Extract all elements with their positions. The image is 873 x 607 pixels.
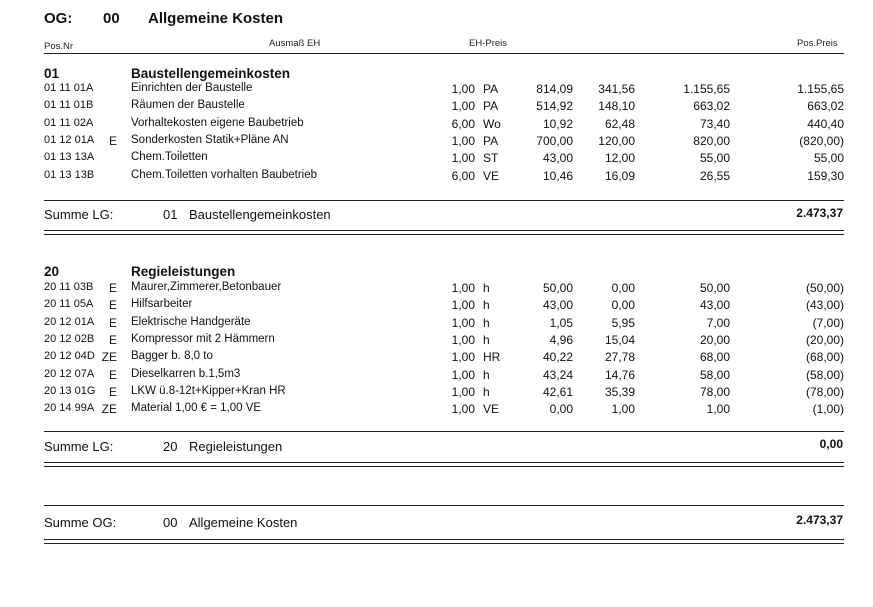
lg2-sum-label: Summe LG:	[44, 439, 114, 454]
pos-total-price: 1.155,65	[797, 82, 844, 96]
lg2-sum-double-line-1	[44, 462, 844, 463]
pos-number: 20 11 05A	[44, 298, 94, 311]
lg1-sum-number: 01	[163, 207, 178, 222]
pos-text: Dieselkarren b.1,5m3	[131, 367, 241, 380]
og-sum-top-line	[44, 505, 844, 506]
pos-text: Material 1,00 € = 1,00 VE	[131, 402, 262, 415]
pos-unit-price: 1.155,65	[683, 82, 730, 96]
pos-flag: E	[108, 315, 117, 330]
pos-menge: 1,00	[451, 99, 475, 114]
pos-price-sonst: 35,39	[604, 384, 635, 399]
pos-number: 20 12 01A	[44, 315, 95, 328]
pos-price-sonst: 15,04	[604, 332, 635, 347]
pos-unit: h	[483, 281, 490, 295]
pos-total-price: (7,00)	[812, 315, 844, 330]
pos-text: Chem.Toiletten vorhalten Baubetrieb	[131, 168, 318, 181]
og-sum-double-line-2	[44, 543, 844, 544]
pos-price-sonst: 0,00	[611, 298, 635, 313]
pos-flag: E	[108, 133, 117, 148]
pos-price-sonst: 120,00	[598, 133, 635, 148]
pos-price-sonst: 1,00	[611, 402, 635, 417]
pos-text: Sonderkosten Statik+Pläne AN	[131, 133, 289, 146]
pos-menge: 1,00	[451, 133, 475, 148]
table-row	[0, 316, 873, 333]
pos-unit-price: 20,00	[699, 332, 730, 347]
pos-price-lohn: 40,22	[542, 350, 573, 365]
lg1-number: 01	[44, 66, 60, 81]
og-sum-value: 2.473,37	[796, 513, 843, 527]
pos-unit-price: 663,02	[693, 99, 730, 114]
pos-total-price: (820,00)	[799, 133, 844, 148]
pos-menge: 1,00	[451, 315, 475, 330]
pos-price-lohn: 10,92	[542, 116, 573, 131]
pos-price-lohn: 1,05	[549, 315, 573, 330]
pos-price-lohn: 43,00	[542, 151, 573, 166]
pos-unit-price: 820,00	[693, 133, 730, 148]
pos-menge: 1,00	[451, 82, 475, 96]
pos-flag: E	[108, 367, 117, 382]
table-row	[0, 298, 873, 315]
og-sum-label: Summe OG:	[44, 515, 117, 530]
pos-menge: 1,00	[451, 384, 475, 399]
pos-unit-price: 73,40	[699, 116, 730, 131]
pos-price-sonst: 148,10	[598, 99, 635, 114]
lg1-sum-top-line	[44, 200, 844, 201]
pos-flag: ZE	[101, 350, 117, 365]
pos-number: 20 12 07A	[44, 367, 95, 380]
pos-unit-price: 55,00	[699, 151, 730, 166]
pos-unit: VE	[483, 168, 500, 183]
pos-price-lohn: 4,96	[549, 332, 573, 347]
table-row	[0, 350, 873, 367]
pos-unit-price: 7,00	[706, 315, 730, 330]
table-row	[0, 169, 873, 186]
og-title: Allgemeine Kosten	[148, 10, 284, 27]
pos-text: LKW ü.8-12t+Kipper+Kran HR	[131, 384, 286, 397]
pos-menge: 1,00	[451, 298, 475, 313]
lg1-sum-double-line-2	[44, 234, 844, 235]
table-row	[0, 333, 873, 350]
pos-total-price: (68,00)	[805, 350, 844, 365]
pos-unit: VE	[483, 402, 500, 417]
pos-unit: ST	[483, 151, 499, 166]
table-row	[0, 385, 873, 402]
pos-total-price: 440,40	[807, 116, 844, 131]
pos-menge: 1,00	[451, 332, 475, 347]
table-row	[0, 151, 873, 168]
pos-menge: 1,00	[451, 151, 475, 166]
pos-total-price: (20,00)	[805, 332, 844, 347]
pos-unit: h	[483, 315, 490, 330]
pos-text: Kompressor mit 2 Hämmern	[131, 332, 275, 345]
pos-number: 01 11 01B	[44, 99, 94, 112]
pos-price-lohn: 814,09	[536, 82, 573, 96]
pos-unit: h	[483, 298, 490, 313]
pos-unit-price: 78,00	[699, 384, 730, 399]
pos-unit: h	[483, 384, 490, 399]
lg2-number: 20	[44, 264, 60, 279]
pos-text: Hilfsarbeiter	[131, 298, 193, 311]
pos-unit-price: 50,00	[699, 281, 730, 295]
pos-number: 20 12 04D	[44, 350, 95, 363]
og-label: OG:	[44, 10, 73, 27]
og-sum-title: Allgemeine Kosten	[189, 515, 298, 530]
pos-unit: PA	[483, 133, 499, 148]
pos-text: Chem.Toiletten	[131, 151, 208, 164]
pos-total-price: 55,00	[813, 151, 844, 166]
lg1-sum-title: Baustellengemeinkosten	[189, 207, 331, 222]
pos-menge: 6,00	[451, 116, 475, 131]
pos-text: Vorhaltekosten eigene Baubetrieb	[131, 116, 304, 129]
pos-price-sonst: 14,76	[604, 367, 635, 382]
pos-unit-price: 1,00	[706, 402, 730, 417]
lg2-sum-value: 0,00	[819, 437, 843, 451]
pos-total-price: (43,00)	[805, 298, 844, 313]
pos-price-sonst: 341,56	[598, 82, 635, 96]
pos-text: Elektrische Handgeräte	[131, 315, 251, 328]
header-divider	[44, 53, 844, 54]
pos-price-lohn: 0,00	[549, 402, 573, 417]
pos-price-lohn: 42,61	[542, 384, 573, 399]
pos-number: 20 13 01G	[44, 384, 96, 397]
pos-price-sonst: 5,95	[611, 315, 635, 330]
pos-flag: E	[108, 332, 117, 347]
pos-number: 20 11 03B	[44, 281, 94, 293]
table-row	[0, 402, 873, 419]
pos-unit-price: 43,00	[699, 298, 730, 313]
pos-price-lohn: 43,00	[542, 298, 573, 313]
pos-price-sonst: 16,09	[604, 168, 635, 183]
lg2-sum-double-line-2	[44, 466, 844, 467]
pos-price-lohn: 10,46	[542, 168, 573, 183]
pos-unit-price: 58,00	[699, 367, 730, 382]
pos-unit: PA	[483, 82, 499, 96]
pos-number: 01 11 02A	[44, 116, 94, 129]
pos-unit: HR	[483, 350, 501, 365]
pos-menge: 1,00	[451, 281, 475, 295]
og-sum-double-line-1	[44, 539, 844, 540]
lg2-sum-top-line	[44, 431, 844, 432]
col-eh-preis: EH-Preis	[469, 38, 508, 49]
table-row	[0, 99, 873, 116]
pos-number: 20 14 99A	[44, 402, 95, 415]
pos-price-sonst: 12,00	[604, 151, 635, 166]
lg1-sum-label: Summe LG:	[44, 207, 114, 222]
pos-unit: h	[483, 367, 490, 382]
pos-text: Räumen der Baustelle	[131, 99, 245, 112]
pos-number: 01 13 13B	[44, 168, 95, 181]
og-sum-number: 00	[163, 515, 178, 530]
pos-menge: 1,00	[451, 367, 475, 382]
pos-unit: Wo	[483, 116, 501, 131]
pos-price-lohn: 700,00	[536, 133, 573, 148]
lg1-title: Baustellengemeinkosten	[131, 66, 291, 81]
pos-text: Einrichten der Baustelle	[131, 82, 253, 94]
pos-number: 01 11 01A	[44, 82, 94, 94]
lg1-sum-value: 2.473,37	[796, 206, 843, 220]
col-pos-nr: Pos.Nr	[44, 41, 74, 52]
pos-unit-price: 68,00	[699, 350, 730, 365]
pos-unit: h	[483, 332, 490, 347]
pos-number: 20 12 02B	[44, 332, 95, 345]
table-row	[0, 368, 873, 385]
table-row	[0, 82, 873, 99]
pos-flag: E	[108, 281, 117, 295]
pos-number: 01 12 01A	[44, 133, 95, 146]
lg1-sum-double-line-1	[44, 230, 844, 231]
pos-menge: 6,00	[451, 168, 475, 183]
table-row	[0, 281, 873, 298]
pos-text: Maurer,Zimmerer,Betonbauer	[131, 281, 282, 293]
pos-text: Bagger b. 8,0 to	[131, 350, 213, 363]
pos-total-price: 663,02	[807, 99, 844, 114]
pos-price-lohn: 43,24	[542, 367, 573, 382]
pos-menge: 1,00	[451, 350, 475, 365]
pos-total-price: (1,00)	[812, 402, 844, 417]
table-row	[0, 117, 873, 134]
col-pos-preis: Pos.Preis	[797, 38, 838, 49]
table-row	[0, 134, 873, 151]
pos-unit-price: 26,55	[699, 168, 730, 183]
pos-unit: PA	[483, 99, 499, 114]
pos-price-lohn: 50,00	[542, 281, 573, 295]
pos-price-sonst: 27,78	[604, 350, 635, 365]
pos-flag: ZE	[101, 402, 117, 417]
pos-total-price: (58,00)	[805, 367, 844, 382]
og-number: 00	[103, 10, 120, 27]
lg2-title: Regieleistungen	[131, 264, 236, 279]
pos-number: 01 13 13A	[44, 151, 95, 164]
pos-flag: E	[108, 384, 117, 399]
pos-total-price: (78,00)	[805, 384, 844, 399]
pos-menge: 1,00	[451, 402, 475, 417]
pos-price-sonst: 0,00	[611, 281, 635, 295]
pos-total-price: 159,30	[807, 168, 844, 183]
col-ausmass-eh: Ausmaß EH	[269, 38, 321, 49]
pos-price-sonst: 62,48	[604, 116, 635, 131]
lg2-sum-title: Regieleistungen	[189, 439, 283, 454]
lg2-sum-number: 20	[163, 439, 178, 454]
pos-flag: E	[108, 298, 117, 313]
pos-price-lohn: 514,92	[536, 99, 573, 114]
pos-total-price: (50,00)	[805, 281, 844, 295]
